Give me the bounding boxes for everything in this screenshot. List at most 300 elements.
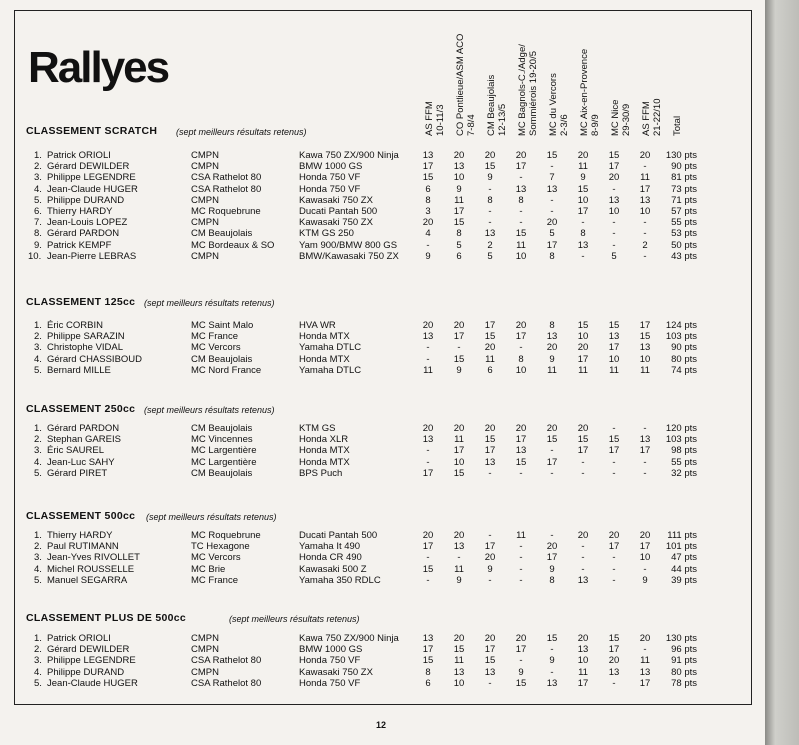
total-points: 90 pts [671,342,697,354]
event-score: - [581,563,585,575]
rider-rank: 2. [34,644,42,656]
event-score: - [612,423,616,434]
table-row [0,457,765,469]
event-score: 15 [484,434,496,446]
event-score: 15 [453,217,465,229]
event-score: - [643,161,647,173]
rider-bike: KTM GS 250 [299,228,354,240]
table-row [0,445,765,457]
event-score: - [612,563,616,575]
event-score: 11 [454,563,464,575]
event-score: - [488,467,492,479]
total-points: 103 pts [665,434,697,446]
event-score: 9 [487,172,493,184]
column-header-line: 8-9/9 [589,114,601,136]
event-score: 11 [640,655,650,667]
event-score: 15 [453,467,465,479]
event-score: 20 [577,633,589,644]
event-score: - [519,467,523,479]
table-row [0,206,765,218]
column-header-line: MC Nice [610,99,621,136]
event-score: 17 [577,353,589,365]
event-score: 17 [422,541,434,553]
event-score: 20 [422,217,434,229]
rider-bike: Kawasaki 750 ZX [299,194,373,206]
event-score: 10 [453,677,465,689]
event-score: - [488,217,492,229]
rider-club: MC France [191,331,238,343]
total-points: 39 pts [671,574,697,586]
total-points: 120 pts [665,423,697,434]
event-score: - [426,456,430,468]
event-score: 11 [547,364,557,376]
total-points: 80 pts [671,353,697,365]
rider-bike: Honda MTX [299,331,350,343]
event-score: 10 [608,353,620,365]
total-points: 98 pts [671,445,697,457]
table-row [0,552,765,564]
event-score: 15 [422,563,434,575]
total-points: 78 pts [671,677,697,689]
event-score: 17 [639,445,651,457]
rider-club: CSA Rathelot 80 [191,172,262,184]
rider-rank: 1. [34,423,42,434]
event-score: 15 [484,161,496,173]
column-header-line: AS FFM [641,101,652,136]
table-row [0,644,765,656]
event-score: 13 [422,331,434,343]
event-score: 11 [640,172,650,184]
event-score: 13 [422,150,434,161]
event-score: 20 [484,633,496,644]
rider-club: CSA Rathelot 80 [191,183,262,195]
event-score: - [519,552,523,564]
rider-club: CSA Rathelot 80 [191,677,262,689]
column-header-1 [425,101,446,136]
rider-bike: Yamaha 350 RDLC [299,574,381,586]
rider-bike: Yamaha It 490 [299,541,361,553]
rider-club: MC Vercors [191,552,241,564]
column-header-line: 7-8/4 [465,114,477,136]
total-points: 80 pts [671,666,697,678]
column-header-4 [518,44,539,136]
rider-rank: 5. [34,574,42,586]
rider-rank: 5. [34,467,42,479]
event-score: - [612,183,616,195]
event-score: 13 [577,239,589,251]
rider-bike: BPS Puch [299,467,343,479]
rider-name: Patrick KEMPF [47,239,112,251]
event-score: 9 [456,574,462,586]
event-score: 20 [484,552,496,564]
event-score: 11 [423,364,433,376]
rider-name: Christophe VIDAL [47,342,124,354]
rider-name: Patrick ORIOLI [47,633,111,644]
event-score: 15 [515,228,527,240]
column-header-line: 21-22/10 [651,98,663,136]
event-score: 10 [577,655,589,667]
rider-name: Jean-Claude HUGER [47,183,138,195]
event-score: 17 [453,206,465,217]
event-score: 9 [456,364,462,376]
rider-club: MC Brie [191,563,226,575]
event-score: 20 [422,423,434,434]
rider-name: Philippe SARAZIN [47,331,125,343]
table-row [0,365,765,377]
event-score: 20 [546,541,558,553]
event-score: - [643,644,647,656]
event-score: 8 [549,250,555,262]
event-score: 5 [456,239,462,251]
rider-rank: 1. [34,633,42,644]
event-score: 20 [453,320,465,331]
event-score: 17 [608,644,620,656]
rider-rank: 1. [34,320,42,331]
table-row [0,161,765,173]
section-note: (sept meilleurs résultats retenus) [144,405,275,415]
event-score: 17 [453,445,465,457]
event-score: - [612,677,616,689]
event-score: 15 [577,320,589,331]
event-score: 10 [453,456,465,468]
event-score: 20 [422,530,434,541]
event-score: 9 [580,172,586,184]
rider-rank: 4. [34,666,42,678]
total-points: 53 pts [671,228,697,240]
event-score: - [457,342,461,354]
event-score: 20 [577,150,589,161]
event-score: 13 [639,434,651,446]
rider-bike: Honda 750 VF [299,677,361,689]
event-score: 13 [639,666,651,678]
rider-rank: 5. [34,677,42,689]
rider-club: CM Beaujolais [191,467,253,479]
event-score: 17 [484,644,496,656]
event-score: 20 [546,217,558,229]
table-row [0,342,765,354]
rider-rank: 4. [34,456,42,468]
rider-bike: Ducati Pantah 500 [299,530,378,541]
event-score: - [612,228,616,240]
section-title: CLASSEMENT SCRATCH [26,125,158,137]
event-score: 15 [546,633,558,644]
rider-rank: 2. [34,434,42,446]
event-score: 17 [639,541,651,553]
rider-rank: 5. [34,194,42,206]
rider-club: CMPN [191,666,219,678]
rider-rank: 7. [34,217,42,229]
event-score: 13 [484,666,496,678]
event-score: - [426,574,430,586]
event-score: 17 [608,445,620,457]
event-score: - [643,423,647,434]
event-score: 17 [453,331,465,343]
column-header-line: Sommiérois 19-20/5 [527,50,539,136]
event-score: 15 [515,456,527,468]
event-score: - [426,552,430,564]
event-score: - [550,194,554,206]
event-score: - [581,456,585,468]
event-score: 6 [487,364,493,376]
event-score: 5 [487,250,493,262]
table-row [0,530,765,542]
event-score: 15 [546,150,558,161]
event-score: - [581,541,585,553]
event-score: 17 [639,183,651,195]
rider-name: Philippe LEGENDRE [47,172,136,184]
event-score: 10 [515,250,527,262]
event-score: 20 [515,423,527,434]
total-points: 96 pts [671,644,697,656]
event-score: - [550,666,554,678]
event-score: 10 [515,364,527,376]
rider-club: CMPN [191,644,219,656]
event-score: - [612,456,616,468]
event-score: 4 [425,228,431,240]
event-score: - [488,677,492,689]
rider-club: MC France [191,574,238,586]
rider-rank: 4. [34,183,42,195]
column-header-9 [673,116,684,136]
event-score: - [519,342,523,354]
event-score: 9 [487,563,493,575]
event-score: - [426,342,430,354]
table-row [0,434,765,446]
event-score: 2 [487,239,493,251]
rider-name: Jean-Luc SAHY [47,456,115,468]
event-score: - [426,353,430,365]
rider-club: CM Beaujolais [191,423,253,434]
event-score: - [519,655,523,667]
rider-club: MC Roquebrune [191,206,261,217]
table-row [0,678,765,690]
column-header-line: CM Beaujolais [486,74,497,136]
event-score: 8 [549,574,555,586]
event-score: 17 [546,552,558,564]
rider-bike: HVA WR [299,320,336,331]
rider-name: Thierry HARDY [47,206,113,217]
event-score: 10 [639,552,651,564]
rider-bike: Honda MTX [299,445,350,457]
event-score: 8 [456,228,462,240]
event-score: 9 [518,666,524,678]
rider-name: Manuel SEGARRA [47,574,128,586]
rider-name: Gérard PARDON [47,423,120,434]
event-score: 17 [484,320,496,331]
rider-bike: Honda CR 490 [299,552,362,564]
event-score: 17 [484,541,496,553]
event-score: 17 [422,161,434,173]
rider-name: Gérard DEWILDER [47,644,130,656]
event-score: 17 [577,445,589,457]
rider-rank: 9. [34,239,42,251]
total-points: 91 pts [671,655,697,667]
total-points: 47 pts [671,552,697,564]
section-title: CLASSEMENT PLUS DE 500cc [26,612,187,624]
event-score: - [612,467,616,479]
event-score: 11 [640,364,650,376]
table-row [0,172,765,184]
rider-club: MC Nord France [191,364,262,376]
event-score: 13 [608,666,620,678]
event-score: 17 [639,677,651,689]
total-points: 73 pts [671,183,697,195]
rider-club: MC Vincennes [191,434,253,446]
rider-name: Thierry HARDY [47,530,113,541]
section-note: (sept meilleurs résultats retenus) [176,127,307,137]
rider-club: CMPN [191,161,219,173]
event-score: - [643,563,647,575]
rider-rank: 4. [34,353,42,365]
total-points: 130 pts [665,150,697,161]
event-score: 17 [608,161,620,173]
rider-club: CM Beaujolais [191,353,253,365]
event-score: 8 [487,194,493,206]
event-score: - [488,206,492,217]
table-row [0,251,765,263]
event-score: 20 [608,655,620,667]
section-title: CLASSEMENT 250cc [26,403,136,415]
table-row [0,633,765,645]
event-score: 17 [422,644,434,656]
event-score: 8 [425,666,431,678]
event-score: 10 [453,172,465,184]
event-score: 15 [608,434,620,446]
event-score: 15 [608,320,620,331]
column-header-line: MC Aix-en-Provence [579,48,590,136]
section-title: CLASSEMENT 125cc [26,296,136,308]
rider-club: CMPN [191,250,219,262]
column-header-8 [642,98,663,136]
table-row [0,240,765,252]
column-header-5 [549,73,570,136]
event-score: - [519,172,523,184]
event-score: 17 [515,161,527,173]
rider-rank: 4. [34,563,42,575]
event-score: 13 [422,633,434,644]
column-header-2 [456,34,477,136]
event-score: 11 [578,161,588,173]
rider-bike: Kawasaki 500 Z [299,563,367,575]
column-header-line: CO Pontlieue/ASM ACO [455,33,466,136]
event-score: 20 [515,633,527,644]
rider-name: Jean-Claude HUGER [47,677,138,689]
event-score: - [643,217,647,229]
rider-club: MC Roquebrune [191,530,261,541]
total-points: 71 pts [671,194,697,206]
total-points: 55 pts [671,456,697,468]
event-score: 13 [639,194,651,206]
column-header-line: MC Bagnols-C./Adge/ [517,44,528,136]
rider-club: CM Beaujolais [191,228,253,240]
event-score: 20 [484,423,496,434]
rider-rank: 3. [34,552,42,564]
event-score: - [426,445,430,457]
event-score: - [581,552,585,564]
rider-bike: BMW/Kawasaki 750 ZX [299,250,399,262]
column-header-line: 2-3/6 [558,114,570,136]
column-header-6 [580,49,601,136]
column-header-line: 12-13/5 [496,103,508,136]
event-score: 8 [518,194,524,206]
event-score: - [643,456,647,468]
rider-name: Éric CORBIN [47,320,103,331]
event-score: 13 [546,183,558,195]
event-score: 13 [546,331,558,343]
event-score: - [550,530,554,541]
event-score: 13 [453,541,465,553]
rider-rank: 8. [34,228,42,240]
rider-name: Jean-Yves RIVOLLET [47,552,140,564]
rider-club: CSA Rathelot 80 [191,655,262,667]
event-score: - [643,467,647,479]
event-score: 15 [484,655,496,667]
event-score: 15 [422,172,434,184]
rider-bike: BMW 1000 GS [299,161,363,173]
event-score: - [550,467,554,479]
event-score: 11 [609,364,619,376]
event-score: 17 [577,206,589,217]
event-score: 17 [422,467,434,479]
rider-bike: Honda 750 VF [299,183,361,195]
event-score: 17 [608,541,620,553]
event-score: 17 [546,456,558,468]
rider-bike: Honda 750 VF [299,172,361,184]
event-score: 11 [485,353,495,365]
rider-club: MC Saint Malo [191,320,254,331]
event-score: 11 [454,655,464,667]
rider-name: Bernard MILLE [47,364,111,376]
event-score: 6 [425,677,431,689]
table-row [0,423,765,435]
rider-club: MC Vercors [191,342,241,354]
rider-club: MC Bordeaux & SO [191,239,275,251]
event-score: 20 [577,423,589,434]
event-score: - [581,467,585,479]
rider-rank: 2. [34,161,42,173]
event-score: 15 [608,150,620,161]
column-header-line: AS FFM [424,101,435,136]
rider-club: CMPN [191,633,219,644]
rider-club: CMPN [191,217,219,229]
event-score: 17 [484,445,496,457]
rider-bike: Yamaha DTLC [299,342,362,354]
event-score: 7 [549,172,555,184]
event-score: 13 [515,183,527,195]
rider-club: MC Largentière [191,456,257,468]
column-header-7 [611,100,632,136]
event-score: - [612,217,616,229]
rider-rank: 3. [34,445,42,457]
event-score: 5 [611,250,617,262]
event-score: 11 [516,530,526,541]
event-score: 2 [642,239,648,251]
rider-rank: 1. [34,150,42,161]
rider-bike: Kawa 750 ZX/900 Ninja [299,633,399,644]
event-score: 17 [546,239,558,251]
rider-club: CMPN [191,150,219,161]
event-score: 13 [577,574,589,586]
rider-rank: 5. [34,364,42,376]
rider-name: Gérard PARDON [47,228,120,240]
event-score: 13 [453,666,465,678]
rider-rank: 6. [34,206,42,217]
event-score: - [457,552,461,564]
table-row [0,331,765,343]
total-points: 130 pts [665,633,697,644]
rider-bike: Honda MTX [299,353,350,365]
event-score: 13 [515,445,527,457]
